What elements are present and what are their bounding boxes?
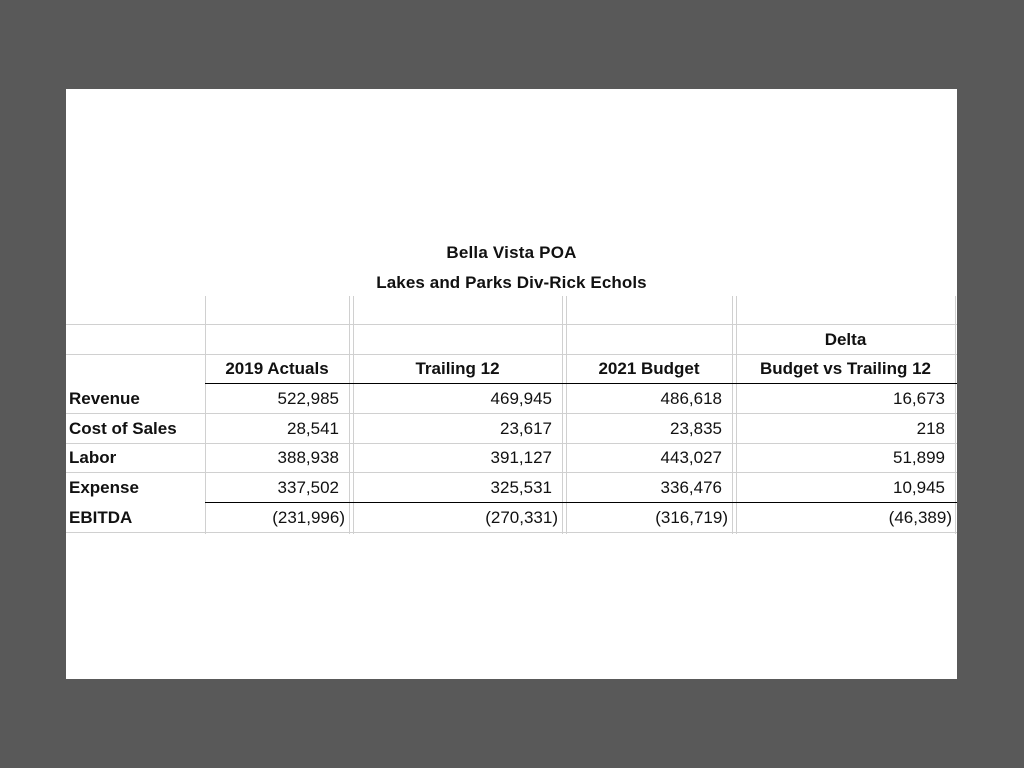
table-cell: (231,996) (272, 508, 345, 527)
report-title-block (66, 236, 957, 296)
table-cell: 218 (916, 419, 945, 438)
report-title: Bella Vista POA (446, 243, 577, 262)
table-cell: 28,541 (287, 419, 339, 438)
report-subtitle: Lakes and Parks Div-Rick Echols (376, 273, 647, 292)
table-cell: 391,127 (490, 448, 552, 467)
financial-table (66, 296, 957, 534)
table-cell: (270,331) (485, 508, 558, 527)
row-label: Cost of Sales (69, 419, 177, 438)
table-cell: 336,476 (660, 478, 722, 497)
table-cell: (46,389) (888, 508, 952, 527)
column-header: Trailing 12 (415, 359, 500, 378)
column-header: 2021 Budget (598, 359, 700, 378)
table-cell: 469,945 (490, 389, 552, 408)
table-cell: 443,027 (660, 448, 722, 467)
table-cell: 23,617 (500, 419, 552, 438)
table-cell: 337,502 (277, 478, 339, 497)
table-cell: 23,835 (670, 419, 722, 438)
slide-page (66, 89, 957, 679)
table-cell: 325,531 (490, 478, 552, 497)
delta-header: Delta (824, 330, 867, 349)
row-label: Revenue (69, 389, 140, 408)
column-header: Budget vs Trailing 12 (760, 359, 931, 378)
gridline (349, 296, 350, 534)
table-cell: 486,618 (660, 389, 722, 408)
row-label: Labor (69, 448, 117, 467)
table-cell: (316,719) (655, 508, 728, 527)
row-label: Expense (69, 478, 139, 497)
column-header: 2019 Actuals (225, 359, 329, 378)
gridline (732, 296, 733, 534)
table-cell: 388,938 (277, 448, 339, 467)
table-cell: 16,673 (893, 389, 945, 408)
gridline (955, 296, 956, 534)
table-cell: 51,899 (893, 448, 945, 467)
table-cell: 10,945 (893, 478, 945, 497)
row-label: EBITDA (69, 508, 133, 527)
table-cell: 522,985 (277, 389, 339, 408)
gridline (562, 296, 563, 534)
